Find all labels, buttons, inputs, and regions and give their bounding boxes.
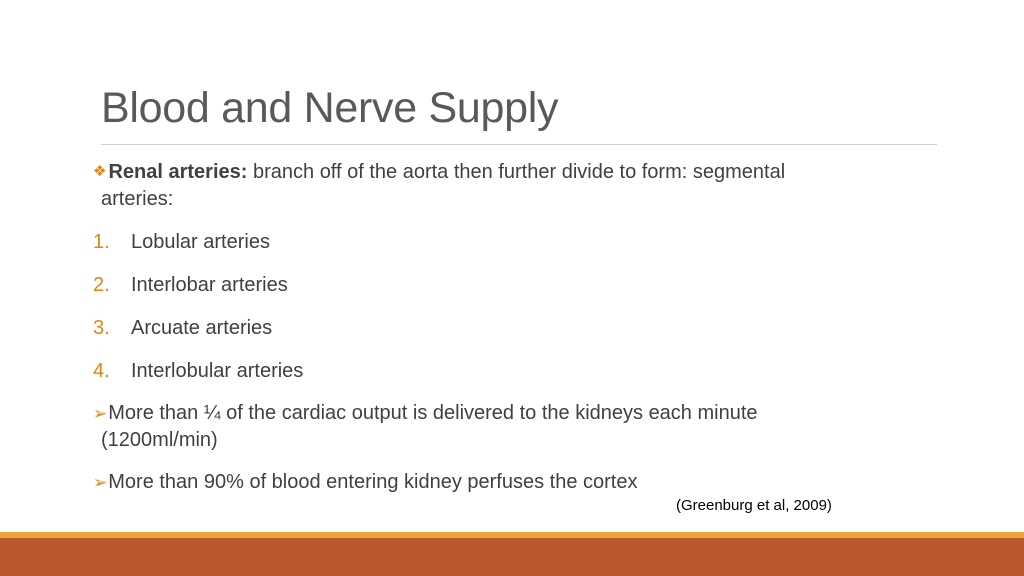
list-number: 4.	[93, 360, 110, 382]
slide-title: Blood and Nerve Supply	[101, 84, 559, 132]
bullet-text: More than 90% of blood entering kidney perfuses the cortex	[108, 471, 638, 493]
list-item-label: Interlobular arteries	[131, 360, 304, 382]
list-item-label: Lobular arteries	[131, 231, 270, 253]
numbered-list-item	[93, 229, 933, 256]
list-item-label: Arcuate arteries	[131, 317, 273, 339]
list-number: 3.	[93, 317, 110, 339]
bullet-text: More than ¼ of the cardiac output is delivered to the kidneys each minute	[108, 402, 758, 424]
slide-content	[93, 158, 933, 496]
list-number: 2.	[93, 274, 110, 296]
footer-band	[0, 538, 1024, 576]
bullet-renal-arteries	[93, 158, 933, 213]
bullet-text-continuation: arteries:	[101, 188, 174, 210]
diamond-bullet-icon: ❖	[93, 163, 107, 180]
bullet-text-continuation: (1200ml/min)	[101, 429, 218, 451]
title-divider	[101, 144, 937, 145]
bullet-bold-label: Renal arteries:	[108, 161, 248, 183]
list-number: 1.	[93, 231, 110, 253]
bullet-text: branch off of the aorta then further divide to form: segmental	[247, 161, 786, 183]
bullet-cardiac-output	[93, 400, 933, 454]
arrow-bullet-icon: ➢	[93, 404, 108, 423]
list-item-label: Interlobar arteries	[131, 274, 288, 296]
arrow-bullet-icon: ➢	[93, 473, 108, 492]
citation: (Greenburg et al, 2009)	[676, 497, 832, 514]
numbered-list-item	[93, 315, 933, 342]
numbered-list-item	[93, 358, 933, 385]
bullet-cortex-perfusion	[93, 469, 933, 496]
numbered-list-item	[93, 272, 933, 299]
